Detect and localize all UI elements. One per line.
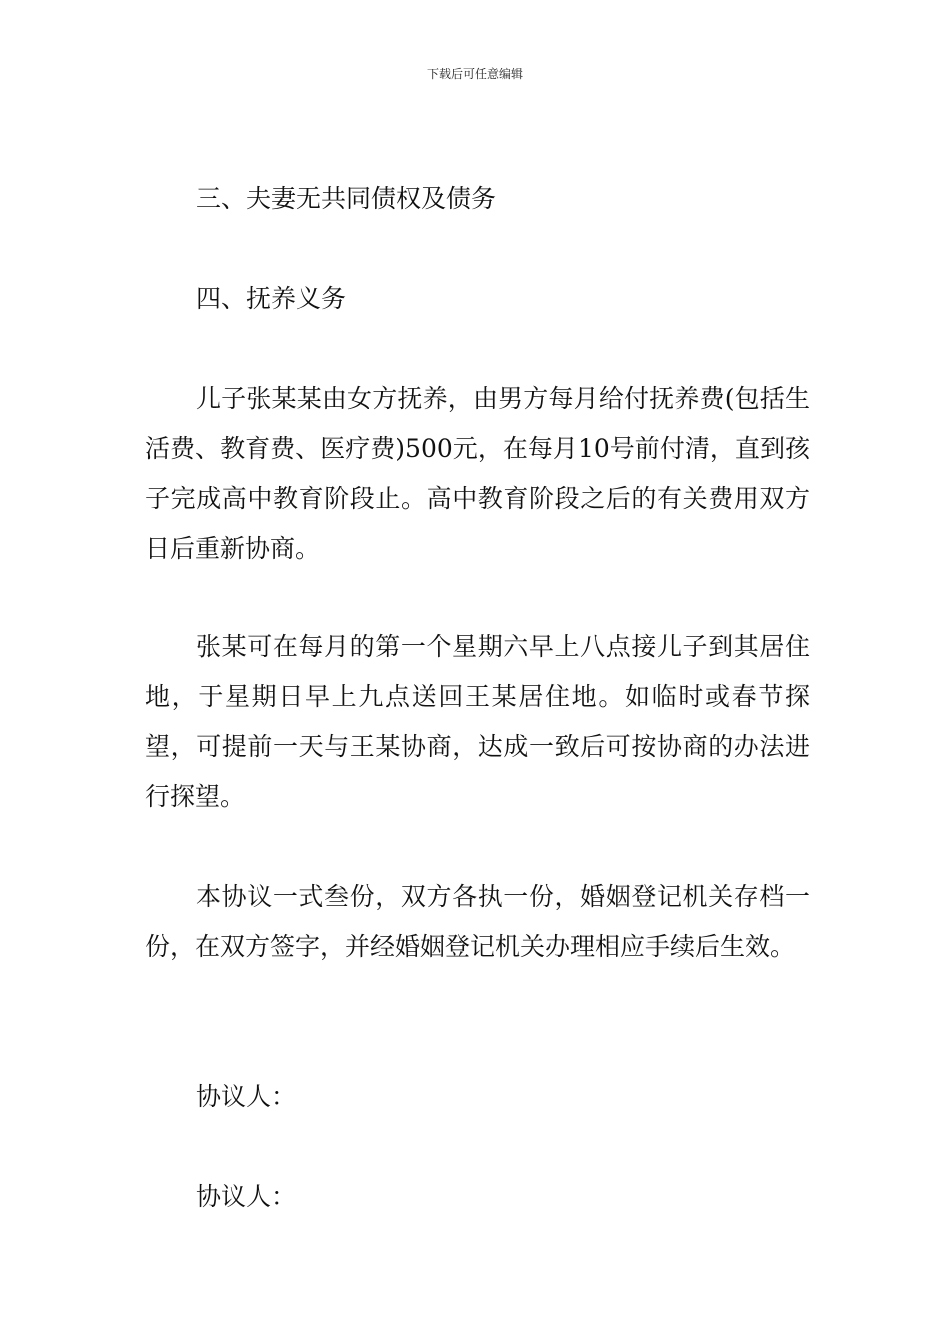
signature-line-2: 协议人： bbox=[196, 1182, 297, 1211]
visitation-paragraph: 张某可在每月的第一个星期六早上八点接儿子到其居住地，于星期日早上九点送回王某居住地。如临时或春节探望，可提前一天与王某协商，达成一致后可按协商的办法进行探望。 bbox=[145, 632, 810, 811]
section-heading-support: 四、抚养义务 bbox=[196, 284, 347, 313]
section-heading-debts: 三、夫妻无共同债权及债务 bbox=[196, 184, 497, 213]
page-header: 下载后可任意编辑 bbox=[426, 67, 523, 81]
custody-paragraph: 儿子张某某由女方抚养，由男方每月给付抚养费(包括生活费、教育费、医疗费)500元，在每月10号前付清，直到孩子完成高中教育阶段止。高中教育阶段之后的有关费用双方日后重新协商。 bbox=[145, 384, 810, 563]
copies-paragraph: 本协议一式叁份，双方各执一份，婚姻登记机关存档一份，在双方签字，并经婚姻登记机关办理相应手续后生效。 bbox=[145, 882, 810, 961]
signature-line-1: 协议人： bbox=[196, 1082, 297, 1111]
